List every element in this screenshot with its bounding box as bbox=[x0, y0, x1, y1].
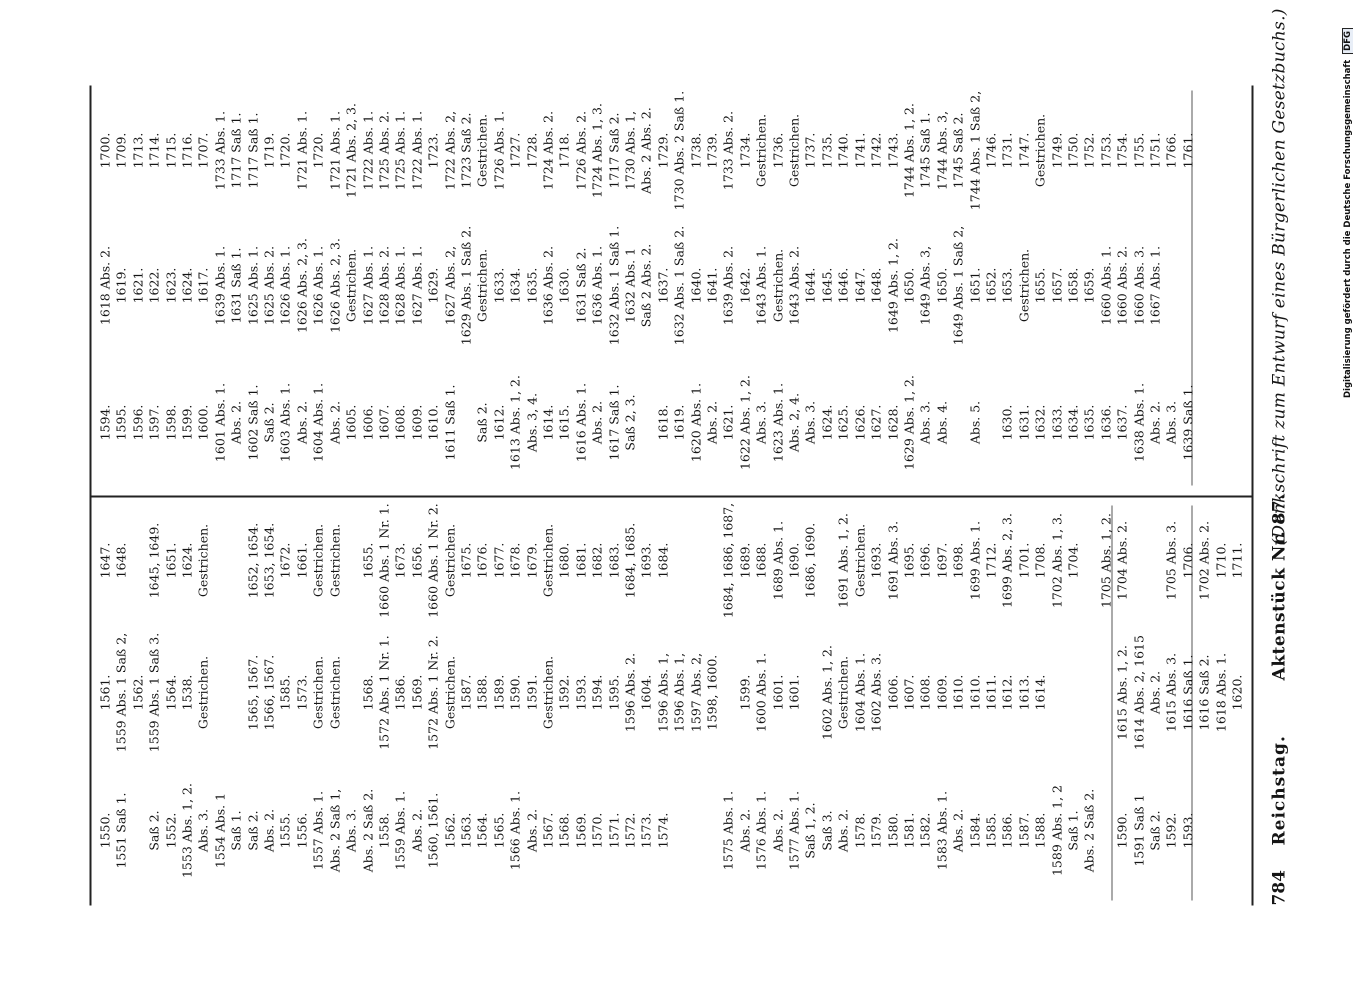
header-document-title: Aktenstück Nr. 87. bbox=[1269, 493, 1290, 681]
margin-note-label: Digitalisierung gefördert durch die Deutsche Forschungsgemeinschaft bbox=[1343, 59, 1353, 399]
column-6: 1700. 1709. 1713. 1714. 1715. 1716. 1707. 1733 Abs. 1. 1717 Saß 1. 1717 Saß 1. 1719. 1720. 1721 Abs. 1. 1720. 1721 Abs. 1. 1721 Abs. 2, 3. 1722 Abs. 1. 1725 Abs. 2. 1725 Abs. 1. 1722 Abs. 1. 1723. 1722 Abs. 2, 1723 Saß 2. Gestrichen. 1726 Abs. 1. 1727. 1728. 1724 Abs. 2. 1718. 1726 Abs. 2. 1724 Abs. 1, 3. 1717 Saß 2. 1730 Abs. 1, Abs. 2 Abs. 2. 1729. 1730 Abs. 2 Saß 1. 1738. 1739. 1733 Abs. 2. 1734. Gestrichen. 1736. Gestrichen. 1737. 1735. 1740. 1741. 1742. 1743. 1744 Abs. 1, 2. 1745 Saß 1. 1744 Abs. 3, 1745 Saß 2. 1744 Abs. 1 Saß 2, 1746. 1731. 1747. Gestrichen. 1749. 1750. 1752. 1753. 1754. 1755. 1751. 1766. 1761. bbox=[97, 90, 1196, 211]
concordance-table bbox=[90, 86, 1254, 906]
column-4: 1594. 1595. 1596. 1597. 1598. 1599. 1600. 1601 Abs. 1. Abs. 2. 1602 Saß 1. Saß 2. 1603 Abs. 1. Abs. 2. 1604 Abs. 1. Abs. 2. 1605. 1606. 1607. 1608. 1609. 1610. 1611 Saß 1. Saß 2. 1612. 1613 Abs. 1, 2. Abs. 3, 4. 1614. 1615. 1616 Abs. 1. Abs. 2. 1617 Saß 1. Saß 2, 3. 1618. 1619. 1620 Abs. 1. Abs. 2. 1621. 1622 Abs. 1, 2. Abs. 3. 1623 Abs. 1. Abs. 2, 4. Abs. 3. 1624. 1625. 1626. 1627. 1628. 1629 Abs. 1, 2. Abs. 3. Abs. 4. Abs. 5. 1630. 1631. 1632. 1633. 1634. 1635. 1636. 1637. 1638 Abs. 1. Abs. 2. Abs. 3. 1639 Saß 1. bbox=[97, 375, 1196, 471]
document-page bbox=[0, 1, 1353, 1001]
page-number: 784 bbox=[1269, 870, 1290, 906]
header-left-title: Reichstag. bbox=[1269, 735, 1290, 846]
column-3: 1647. 1648. 1645, 1649. 1651. 1624. Gestrichen. 1652, 1654. 1653, 1654. 1672. 1661. Gestrichen. Gestrichen. 1655. 1660 Abs. 1 Nr. 1. 1673. 1656. 1660 Abs. 1 Nr. 2. Gestrichen. 1675. 1676. 1677. 1678. 1679. Gestrichen. 1680. 1681. 1682. 1683. 1684, 1685. 1693. 1684. 1684, 1686, 1687, 1689. 1688. 1689 Abs. 1. 1690. 1686, 1690. 1691 Abs. 1, 2. Gestrichen. 1693. 1691 Abs. 3. 1695. 1696. 1697. 1698. 1699 Abs. 1. 1712. 1699 Abs. 2, 3. 1701. 1708. 1702 Abs. 1, 3. 1704. 1705 Abs. 1, 2. 1704 Abs. 2. 1705 Abs. 3. 1706. 1702 Abs. 2. 1710. 1711. bbox=[97, 502, 1245, 619]
margin-note-text bbox=[1342, 28, 1353, 398]
column-1: 1550. 1551 Saß 1. Saß 2. 1552. 1553 Abs. 1, 2. Abs. 3. 1554 Abs. 1 Saß 1. Saß 2. Abs. 2. 1555. 1556. 1557 Abs. 1. Abs. 2 Saß 1, Abs. 3. Abs. 2 Saß 2. 1558. 1559 Abs. 1. Abs. 2. 1560, 1561. 1562. 1563. 1564. 1565. 1566 Abs. 1. Abs. 2. 1567. 1568. 1569. 1570. 1571. 1572. 1573. 1574. 1575 Abs. 1. Abs. 2. 1576 Abs. 1. Abs. 2. 1577 Abs. 1. Saß 1, 2. Saß 3. Abs. 2. 1578. 1579. 1580. 1581. 1582. 1583 Abs. 1. Abs. 2. 1584. 1585. 1586. 1587. 1588. 1589 Abs. 1, 2 Saß 1. Abs. 2 Saß 2. 1590. 1591 Saß 1 Saß 2. 1592. 1593. bbox=[97, 783, 1196, 879]
column-5: 1618 Abs. 2. 1619. 1621. 1622. 1623. 1624. 1617. 1639 Abs. 1. 1631 Saß 1. 1625 Abs. 1. 1625 Abs. 2. 1626 Abs. 1. 1626 Abs. 2, 3. 1626 Abs. 1. 1626 Abs. 2, 3. Gestrichen. 1627 Abs. 1. 1628 Abs. 2. 1628 Abs. 1. 1627 Abs. 1. 1629. 1627 Abs. 2, 1629 Abs. 1 Saß 2. Gestrichen. 1633. 1634. 1635. 1636 Abs. 2. 1630. 1631 Saß 2. 1636 Abs. 1. 1632 Abs. 1 Saß 1. 1632 Abs. 1 Saß 2 Abs. 2. 1637. 1632 Abs. 1 Saß 2. 1640. 1641. 1639 Abs. 2. 1642. 1643 Abs. 1. Gestrichen. 1643 Abs. 2. 1644. 1645. 1646. 1647. 1648. 1649 Abs. 1, 2. 1650. 1649 Abs. 3, 1650. 1649 Abs. 1 Saß 2, 1651. 1652. 1653. Gestrichen. 1655. 1657. 1658. 1659. 1660 Abs. 1. 1660 Abs. 2. 1660 Abs. 3. 1667 Abs. 1. bbox=[97, 225, 1163, 346]
page-header bbox=[1265, 8, 1295, 906]
header-subtitle: (Denkschrift zum Entwurf eines Bürgerlichen Gesetzbuchs.) bbox=[1269, 8, 1290, 546]
center-column-divider bbox=[92, 496, 1252, 498]
dfg-logo: DFG bbox=[1342, 28, 1353, 54]
column-2: 1561. 1559 Abs. 1 Saß 2, 1562. 1559 Abs. 1 Saß 3. 1564. 1538. Gestrichen. 1565, 1567. 1566, 1567. 1585. 1573. Gestrichen. Gestrichen. 1568. 1572 Abs. 1 Nr. 1. 1586. 1569. 1572 Abs. 1 Nr. 2. Gestrichen. 1587. 1588. 1589. 1590. 1591. Gestrichen. 1592. 1593. 1594. 1595. 1596 Abs. 2. 1604. 1596 Abs. 1, 1596 Abs. 1, 1597 Abs. 2, 1598, 1600. 1599. 1600 Abs. 1. 1601. 1601. 1602 Abs. 1, 2. Gestrichen. 1604 Abs. 1. 1602 Abs. 3. 1606. 1607. 1608. 1609. 1610. 1610. 1611. 1612. 1613. 1614. 1615 Abs. 1, 2. 1614 Abs. 2, 1615 Abs. 2. 1615 Abs. 3. 1616 Saß 1. 1616 Saß 2. 1618 Abs. 1. 1620. bbox=[97, 632, 1245, 753]
